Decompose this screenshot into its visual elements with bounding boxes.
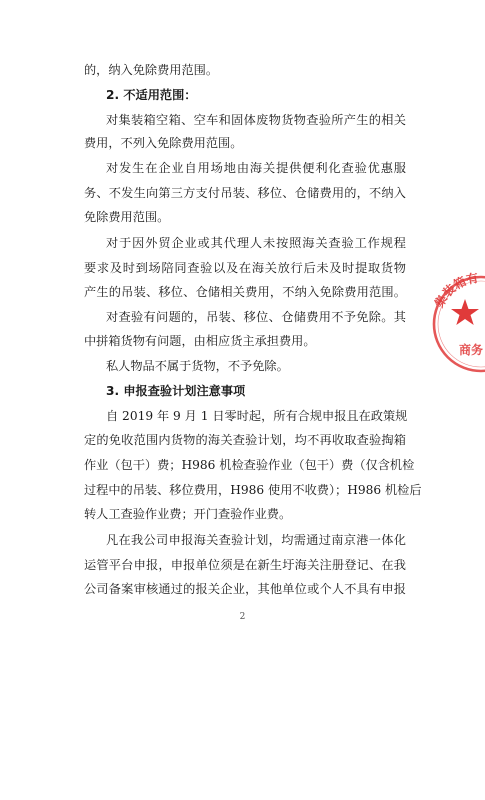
text-line: 作业（包干）费；H986 机检查验作业（包干）费（仅含机检 (84, 458, 415, 472)
text-line: 对于因外贸企业或其代理人未按照海关查验工作规程 (106, 236, 406, 250)
text-line: 对集装箱空箱、空车和固体废物货物查验所产生的相关 (106, 113, 406, 127)
text-line: 要求及时到场陪同查验以及在海关放行后未及时提取货物 (84, 261, 406, 275)
text-line: 凡在我公司申报海关查验计划，均需通过南京港一体化 (106, 533, 406, 547)
text-line: 自 2019 年 9 月 1 日零时起，所有合规申报且在政策规 (106, 409, 408, 423)
company-seal (425, 268, 485, 374)
text-line: 费用，不列入免除费用范围。 (84, 136, 243, 150)
text-line: 产生的吊装、移位、仓储相关费用，不纳入免除费用范围。 (84, 285, 406, 299)
text-line: 免除费用范围。 (84, 210, 170, 224)
svg-text:集装箱有 (431, 270, 479, 310)
section-heading: 3. 申报查验计划注意事项 (106, 384, 246, 398)
seal-top-text: 集装箱有 (432, 270, 480, 310)
text-line: 中拼箱货物有问题，由相应货主承担费用。 (84, 334, 316, 348)
text-line: 的，纳入免除费用范围。 (84, 63, 219, 77)
seal-bottom-text: 商务 (459, 343, 484, 357)
section-heading: 2. 不适用范围： (106, 88, 197, 102)
seal-star-icon (451, 299, 479, 325)
text-line: 务、不发生向第三方支付吊装、移位、仓储费用的，不纳入 (84, 186, 406, 200)
text-line: 私人物品不属于货物，不予免除。 (106, 359, 289, 373)
page-number: 2 (239, 612, 246, 622)
text-line: 公司备案审核通过的报关企业，其他单位或个人不具有申报 (84, 582, 406, 596)
text-line: 对查验有问题的，吊装、移位、仓储费用不予免除。其 (106, 310, 406, 324)
text-line: 过程中的吊装、移位费用，H986 使用不收费）；H986 机检后 (84, 483, 422, 497)
text-line: 对发生在企业自用场地由海关提供便利化查验优惠服 (106, 161, 406, 175)
text-line: 定的免收范围内货物的海关查验计划，均不再收取查验掏箱 (84, 433, 406, 447)
text-line: 转人工查验作业费；开门查验作业费。 (84, 507, 292, 521)
text-line: 运管平台申报，申报单位须是在新生圩海关注册登记、在我 (84, 558, 406, 572)
